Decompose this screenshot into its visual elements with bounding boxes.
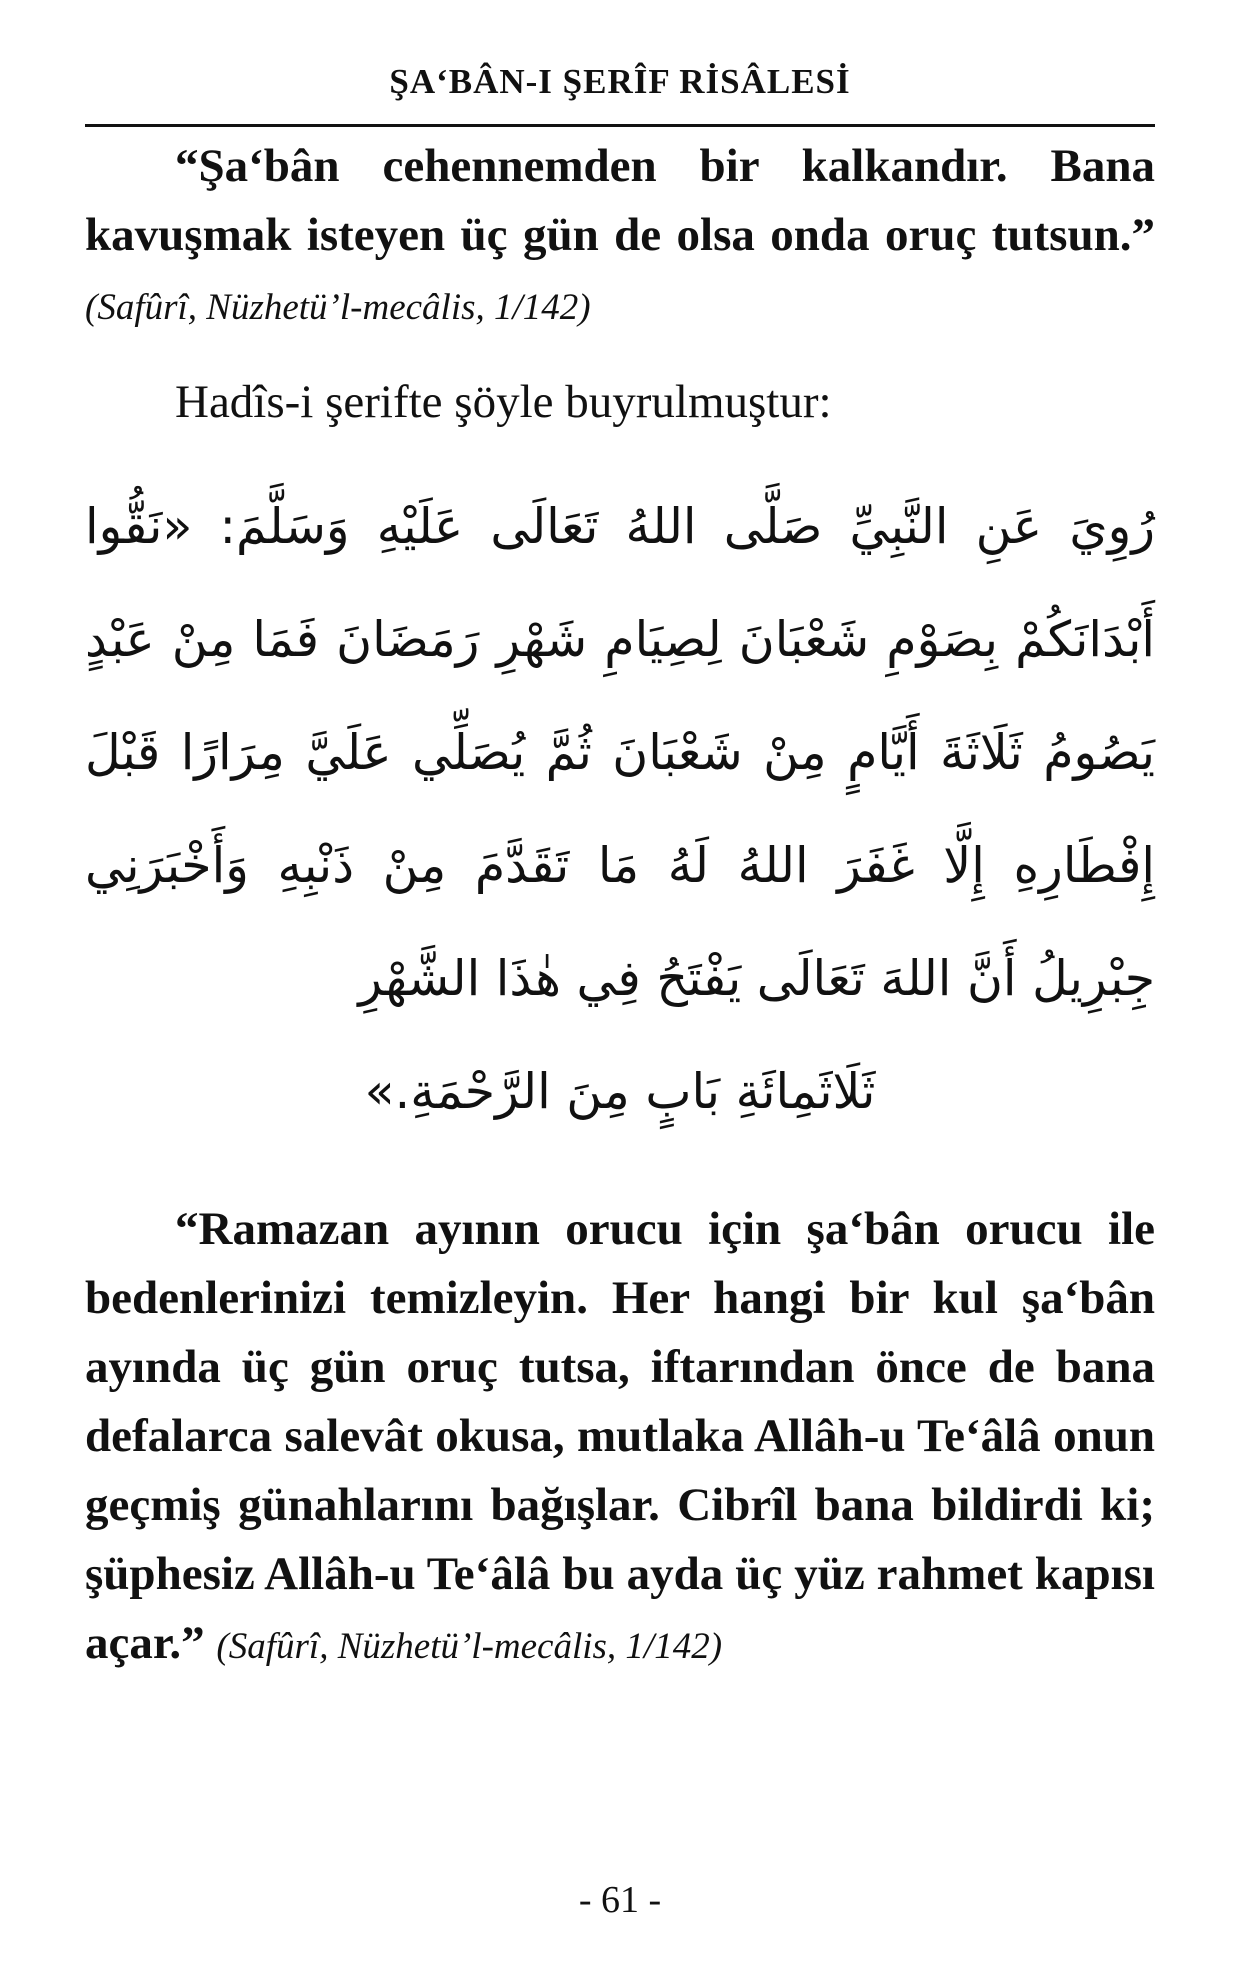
running-title: ŞA‘BÂN-I ŞERÎF RİSÂLESİ <box>389 62 851 101</box>
quote-paragraph-2 <box>85 1195 1155 1681</box>
quote-2-citation: (Safûrî, Nüzhetü’l-mecâlis, 1/142) <box>216 1626 723 1667</box>
quote-1-text: “Şa‘bân cehennemden bir kalkandır. Bana kavuşmak isteyen üç gün de olsa onda oruç tutsun.” <box>85 140 1155 261</box>
header-rule <box>85 124 1155 127</box>
quote-1-citation: (Safûrî, Nüzhetü’l-mecâlis, 1/142) <box>85 287 591 328</box>
quote-2-text: “Ramazan ayının orucu için şa‘bân orucu ile bedenlerinizi temizleyin. Her hangi bir kul şa‘bân ayında üç gün oruç tutsa, iftarından önce de bana defalarca salevât okusa, mutlaka Allâh-u Te‘âlâ onun geçmiş günahlarını bağışlar. Cibrîl bana bildirdi ki; şüphesiz Allâh-u Te‘âlâ bu ayda üç yüz rahmet kapısı açar.” <box>85 1203 1155 1669</box>
page-number: - 61 - <box>578 1879 662 1921</box>
arabic-hadith-last-line: ثَلَاثَمِائَةِ بَابٍ مِنَ الرَّحْمَةِ.» <box>364 1063 876 1120</box>
quote-paragraph-1 <box>85 132 1155 342</box>
hadith-intro: Hadîs-i şerifte şöyle buyrulmuştur: <box>175 376 832 428</box>
book-page <box>85 0 1155 1978</box>
arabic-hadith-text: رُوِيَ عَنِ النَّبِيِّ صَلَّى اللهُ تَعَالَى عَلَيْهِ وَسَلَّمَ: «نَقُّوا أَبْدَانَكُمْ بِصَوْمِ شَعْبَانَ لِصِيَامِ شَهْرِ رَمَضَانَ فَمَا مِنْ عَبْدٍ يَصُومُ ثَلَاثَةَ أَيَّامٍ مِنْ شَعْبَانَ ثُمَّ يُصَلِّي عَلَيَّ مِرَارًا قَبْلَ إِفْطَارِهِ إِلَّا غَفَرَ اللهُ لَهُ مَا تَقَدَّمَ مِنْ ذَنْبِهِ وَأَخْبَرَنِي جِبْرِيلُ أَنَّ اللهَ تَعَالَى يَفْتَحُ فِي هٰذَا الشَّهْرِ <box>85 498 1155 1007</box>
